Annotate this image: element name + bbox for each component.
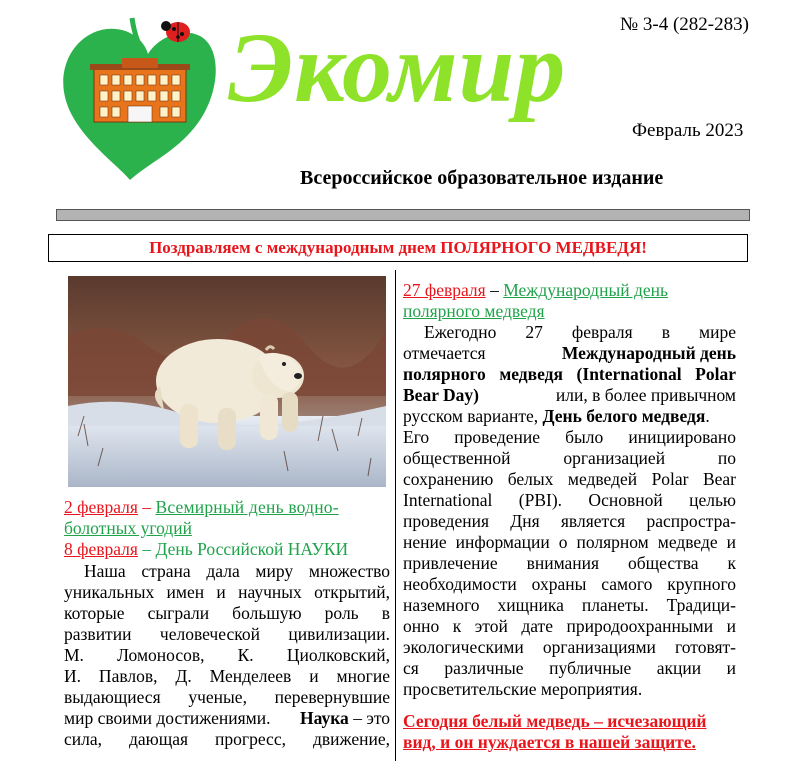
polar-bear-photo	[68, 276, 386, 487]
article-line: Bear Day) или, в более привычном	[403, 385, 736, 405]
article-line: общественной организацией по	[403, 448, 736, 468]
article-line: выдающиеся ученые, перевернувшие	[64, 687, 390, 707]
article-line: мир своими достижениями. Наука – это	[64, 708, 390, 728]
header-divider-bar	[56, 209, 750, 221]
article-line: Наша страна дала миру множество	[84, 561, 390, 581]
article-line: привлечение внимания общества к	[403, 553, 736, 573]
leaf-logo-icon	[60, 12, 220, 182]
event-name-link[interactable]: болотных угодий	[64, 518, 192, 538]
event-date-link[interactable]: 2 февраля	[64, 497, 138, 517]
event-name: День Российской НАУКИ	[155, 539, 349, 559]
event-line-right: 27 февраля – Международный день	[403, 280, 668, 300]
article-line: наземного хищника планеты. Традици-	[403, 595, 736, 615]
article-line: International (PBI). Основной целью	[403, 490, 736, 510]
article-line: экологическими организациями готовят-	[403, 637, 736, 657]
article-line: М. Ломоносов, К. Циолковский,	[64, 645, 390, 665]
issue-number: № 3-4 (282-283)	[620, 14, 749, 35]
event-line-right-b	[403, 301, 545, 322]
event-name-link[interactable]: полярного медведя	[403, 301, 545, 321]
column-divider	[395, 270, 396, 761]
article-line: ся различные публичные акции и	[403, 658, 736, 678]
article-line: уникальных имен и научных открытий,	[64, 582, 390, 602]
callout-text: вид, и он нуждается в нашей защите.	[403, 732, 696, 752]
magazine-subtitle: Всероссийское образовательное издание	[300, 167, 664, 189]
event-line-2: 8 февраля – День Российской НАУКИ	[64, 539, 349, 559]
magazine-title: Экомир	[228, 12, 567, 123]
article-line: необходимости охраны самого крупного	[403, 574, 736, 594]
event-name-link[interactable]: Международный день	[503, 280, 668, 300]
article-line: русском варианте, День белого медведя.	[403, 406, 710, 426]
article-line: Ежегодно 27 февраля в мире	[424, 322, 736, 342]
article-line: онно к этой дате природоохранными и	[403, 616, 736, 636]
event-name-link[interactable]: Всемирный день водно-	[155, 497, 339, 517]
event-date-link[interactable]: 27 февраля	[403, 280, 486, 300]
science-keyword: Наука	[300, 708, 349, 728]
article-line: сила, дающая прогресс, движение,	[64, 729, 390, 749]
article-line: которые сыграли большую роль в	[64, 603, 390, 623]
article-line: Его проведение было инициировано	[403, 427, 736, 447]
article-line: сохранению белых медведей Polar Bear	[403, 469, 736, 489]
article-line: нение информации о полярном медведе и	[403, 532, 736, 552]
article-line: просветительские мероприятия.	[403, 679, 643, 699]
congrats-banner: Поздравляем с международным днем ПОЛЯРНОГО МЕДВЕДЯ!	[48, 234, 748, 262]
article-line: И. Павлов, Д. Менделеев и многие	[64, 666, 390, 686]
callout-line	[403, 732, 696, 753]
callout-text: Сегодня белый медведь – исчезающий	[403, 711, 707, 731]
article-line: отмечается Международный день	[403, 343, 736, 363]
article-line: полярного медведя (International Polar	[403, 364, 736, 384]
event-line-1: 2 февраля – Всемирный день водно-	[64, 497, 339, 517]
issue-date: Февраль 2023	[632, 120, 744, 141]
article-line: развитии человеческой цивилизации.	[64, 624, 390, 644]
article-line: проведения Дня является распростра-	[403, 511, 736, 531]
event-date-link[interactable]: 8 февраля	[64, 539, 138, 559]
event-line-1b	[64, 518, 192, 539]
school-building-icon	[90, 58, 190, 122]
callout-line	[403, 711, 707, 732]
